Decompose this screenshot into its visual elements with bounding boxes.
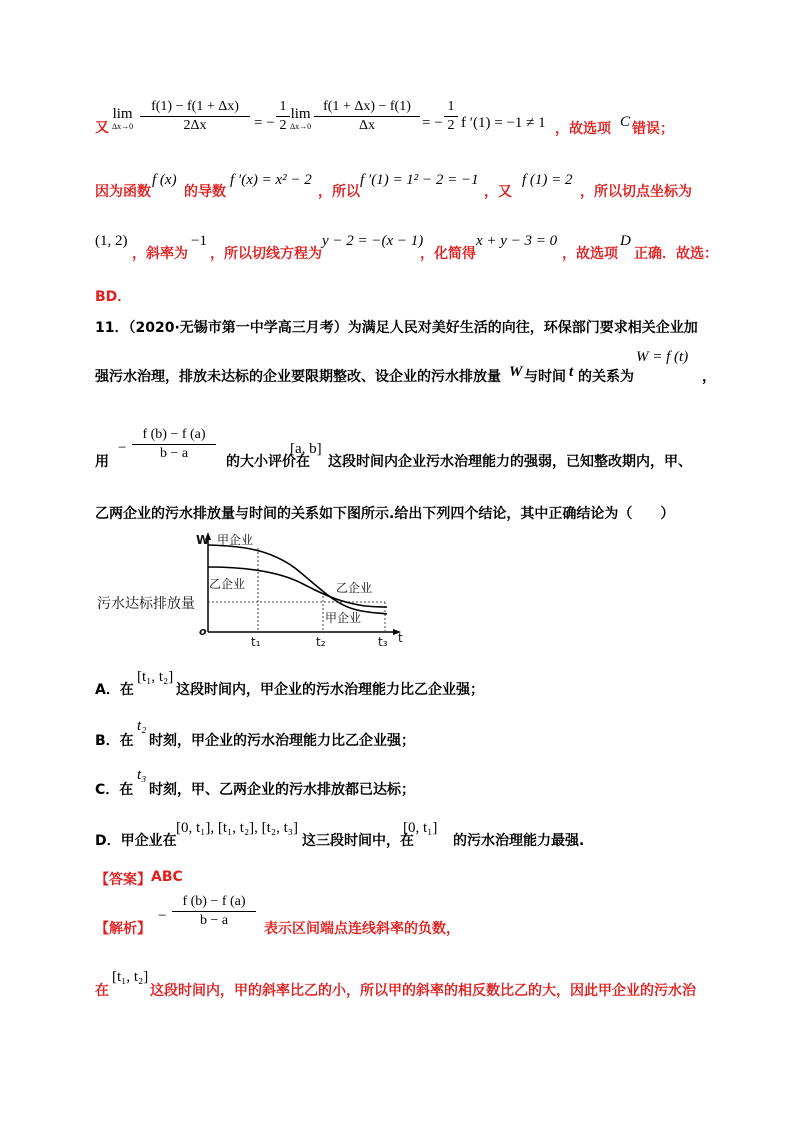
option-a-interval: [t₁, t₂] [137,669,174,685]
derivative-expr: f ′(x) = x² − 2 [230,172,312,188]
option-d-interval2: [0, t₁] [403,820,438,836]
question-11-line-4: 乙两企业的污水排放量与时间的关系如下图所示.给出下列四个结论，其中正确结论为（ ） [95,506,675,522]
analysis-line-2a: 在 [95,983,109,999]
f1-value: f (1) = 2 [522,172,573,188]
label-jia-top: 甲企业 [217,533,254,547]
answer-tag: 【答案】 [95,872,151,888]
equals-minus-2: = − [422,115,443,131]
fraction-2-den: Δx [358,118,375,133]
text-because-function: 因为函数 [95,184,151,200]
tick-t3: t₃ [378,635,388,649]
derivative-at-1: f ′(1) = 1² − 2 = −1 [360,172,479,188]
text-slope: ，斜率为 [132,246,188,262]
equals-minus-1: = − [254,115,275,131]
answer-bd: BD． [95,289,132,305]
analysis-fraction-den: b − a [199,913,229,928]
limit-2 [290,106,311,131]
text-tangent-equation: ，所以切线方程为 [210,246,322,262]
label-yi-right: 乙企业 [336,581,373,595]
limit-1 [112,106,133,131]
option-b-var: t₂ [137,718,147,734]
tangent-point: (1, 2) [95,233,128,249]
fraction-half-2-num: 1 [444,98,458,117]
difference-quotient [132,426,216,463]
option-c-var-t3: t₃ [137,767,147,783]
var-w: W [509,364,523,380]
question-11-line-1: 11．（2020·无锡市第一中学高三月考）为满足人民对美好生活的向往，环保部门要求相关企业加 [95,320,698,336]
label-jia-bottom: 甲企业 [325,611,362,625]
derivative-value: f ′(1) = −1 ≠ 1 [461,115,546,131]
x-axis-label: t [398,631,403,645]
text-so: ，所以 [318,184,360,200]
fraction-half-2 [444,98,458,135]
tick-t2: t₂ [316,635,326,649]
option-c-label: C．在 [95,782,134,798]
conclusion-text-b: 错误； [632,121,674,137]
difference-quotient-den: b − a [159,446,189,461]
comma: ， [702,369,716,385]
tangent-equation: y − 2 = −(x − 1) [322,233,424,249]
analysis-fraction-num: f (b) − f (a) [172,893,256,912]
option-d-label: D．甲企业在 [95,833,177,849]
fraction-half-1 [276,98,290,135]
question-11-line-2c: 的关系为 [578,369,634,385]
text-simplify: ，化简得 [420,246,476,262]
option-a-text: 这段时间内，甲企业的污水治理能力比乙企业强； [176,682,484,698]
option-b-label: B．在 [95,733,134,749]
limit-1-label: lim [112,106,133,122]
fraction-1 [140,98,250,135]
limit-2-sub: Δx→0 [290,122,312,131]
option-c-text: 时刻，甲、乙两企业的污水排放都已达标； [149,782,415,798]
fraction-1-den: 2Δx [183,118,207,133]
fraction-half-1-den: 2 [279,118,287,133]
difference-quotient-num: f (b) − f (a) [132,426,216,445]
question-11-line-2b: 与时间 [524,369,566,385]
limit-2-label: lim [290,106,311,122]
interval-ab: [a, b] [290,441,322,457]
option-b-text: 时刻，甲企业的污水治理能力比乙企业强； [149,733,415,749]
option-d-text: 的污水治理能力最强. [453,833,585,849]
fraction-1-num: f(1) − f(1 + Δx) [140,98,250,117]
standard-label: 污水达标排放量 [97,596,195,612]
fraction-half-1-num: 1 [276,98,290,117]
fraction-half-2-den: 2 [447,118,455,133]
answer-value: ABC [151,869,183,885]
analysis-fraction [172,893,256,930]
question-11-line-3c: 这段时间内企业污水治理能力的强弱，已知整改期内，甲、 [328,454,692,470]
analysis-tag: 【解析】 [95,921,151,937]
question-11-line-2a: 强污水治理，排放未达标的企业要限期整改、设企业的污水排放量 [95,369,501,385]
function-def: W = f (t) [636,349,689,365]
text-option: ，故选项 [562,246,618,262]
prefix-you: 又 [95,120,109,136]
fraction-2 [314,98,420,135]
option-d-var: D [620,233,631,249]
fraction-2-num: f(1 + Δx) − f(1) [314,98,420,117]
simplified-equation: x + y − 3 = 0 [476,233,558,249]
var-t: t [569,364,574,380]
text-use: 用 [95,454,109,470]
analysis-text: 表示区间端点连线斜率的负数， [264,921,460,937]
option-d-mid: 这三段时间中，在 [302,833,414,849]
tick-t1: t₁ [251,635,261,649]
option-a-label: A．在 [95,682,134,698]
fx-expr: f (x) [152,172,177,188]
analysis-line-2b: 这段时间内，甲的斜率比乙的小，所以甲的斜率的相反数比乙的大，因此甲企业的污水治 [150,983,696,999]
analysis-interval: [t₁, t₂] [112,969,149,985]
text-tangent-point: ，所以切点坐标为 [580,184,692,200]
limit-1-sub: Δx→0 [112,122,134,131]
emission-chart [95,528,415,653]
conclusion-text-a: ，故选项 [555,121,611,137]
text-also: ，又 [484,184,512,200]
negative-sign: − [118,440,127,456]
analysis-neg: − [158,908,167,924]
text-correct-choose: 正确．故选： [634,246,718,262]
label-yi-left: 乙企业 [209,577,246,591]
option-c-var: C [620,114,631,130]
origin-label: o [199,625,207,638]
y-axis-label: W [196,533,210,547]
text-derivative: 的导数 [184,184,226,200]
question-11-line-3b: 的大小评价在 [226,454,310,470]
slope-value: −1 [191,233,207,249]
option-d-intervals: [0, t₁], [t₁, t₂], [t₂, t₃] [176,820,298,836]
